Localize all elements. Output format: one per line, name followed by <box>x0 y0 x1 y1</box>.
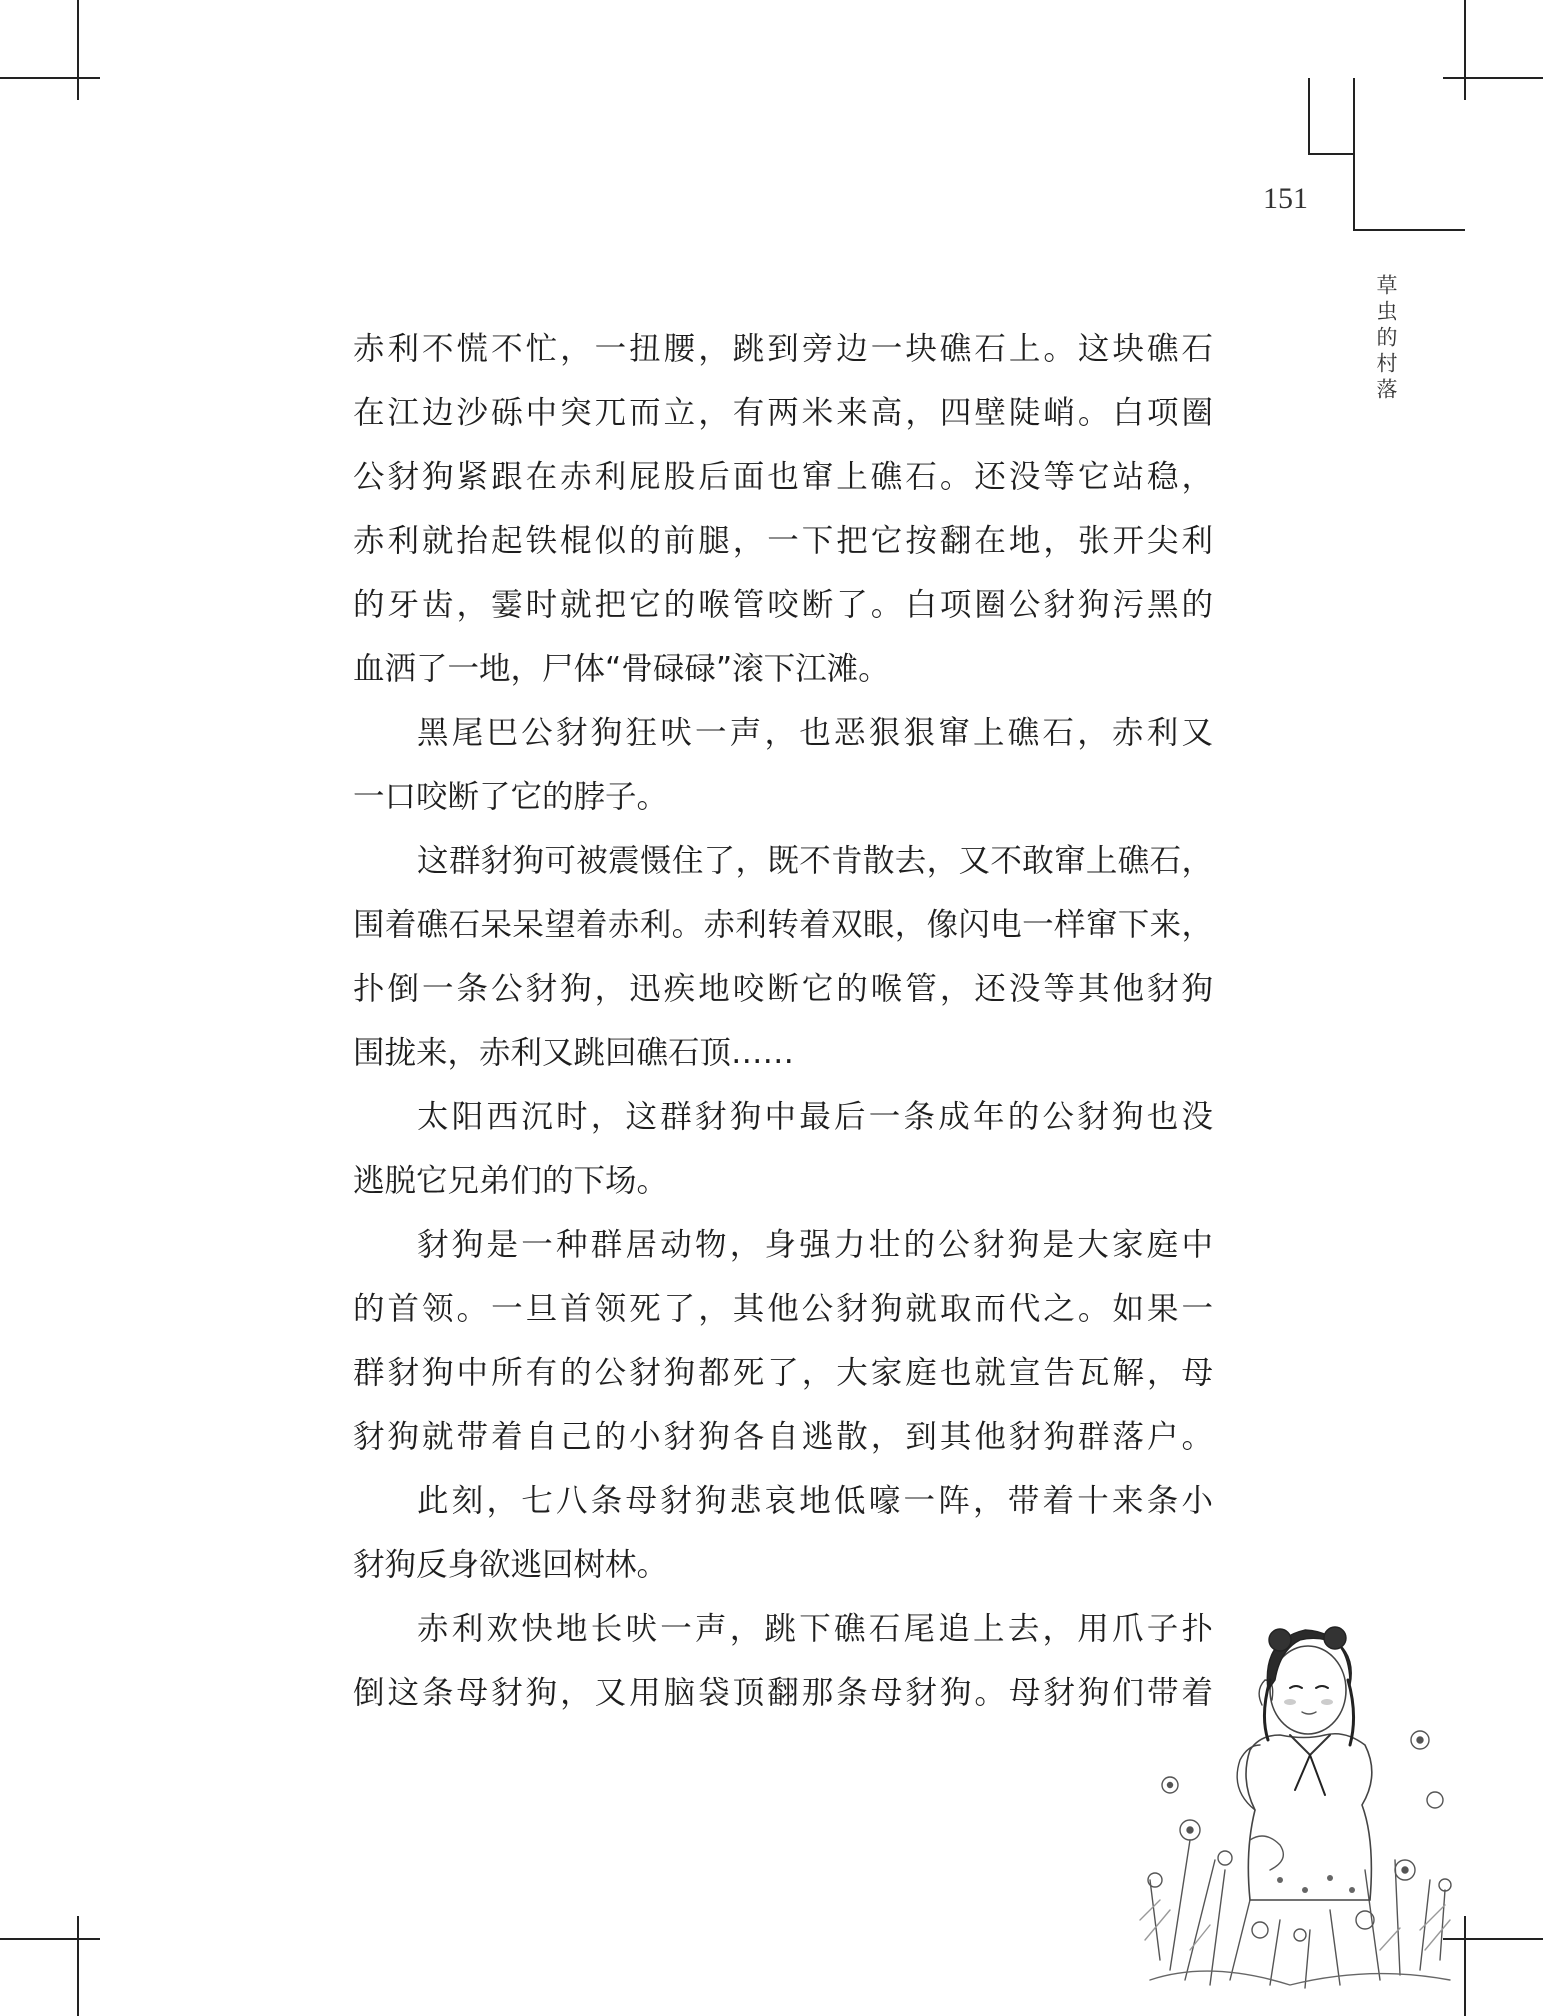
text-line: 的首领。一旦首领死了，其他公豺狗就取而代之。如果一 <box>353 1291 1213 1327</box>
text-line: 倒这条母豺狗，又用脑袋顶翻那条母豺狗。母豺狗们带着 <box>353 1675 1213 1711</box>
crop-mark <box>0 1938 100 1940</box>
header-frame-line <box>1308 78 1310 154</box>
crop-mark <box>0 77 100 79</box>
text-line: 此刻，七八条母豺狗悲哀地低嚎一阵，带着十来条小 <box>417 1483 1213 1519</box>
running-title: 草虫的村落 <box>1374 274 1398 404</box>
text-line: 太阳西沉时，这群豺狗中最后一条成年的公豺狗也没 <box>417 1099 1213 1135</box>
header-frame-line <box>1353 78 1355 230</box>
text-line: 在江边沙砾中突兀而立，有两米来高，四壁陡峭。白项圈 <box>353 395 1213 431</box>
text-line: 一口咬断了它的脖子。 <box>353 779 669 815</box>
text-line: 这群豺狗可被震慑住了，既不肯散去，又不敢窜上礁石， <box>417 843 1213 879</box>
text-line: 豺狗反身欲逃回树林。 <box>353 1547 669 1583</box>
text-line: 的牙齿，霎时就把它的喉管咬断了。白项圈公豺狗污黑的 <box>353 587 1213 623</box>
body-text <box>353 317 1213 1725</box>
page-number: 151 <box>1263 182 1308 215</box>
text-line: 逃脱它兄弟们的下场。 <box>353 1163 669 1199</box>
text-line: 豺狗就带着自己的小豺狗各自逃散，到其他豺狗群落户。 <box>353 1419 1213 1455</box>
text-line: 扑倒一条公豺狗，迅疾地咬断它的喉管，还没等其他豺狗 <box>353 971 1213 1007</box>
text-line: 围着礁石呆呆望着赤利。赤利转着双眼，像闪电一样窜下来， <box>353 907 1213 943</box>
text-line: 群豺狗中所有的公豺狗都死了，大家庭也就宣告瓦解，母 <box>353 1355 1213 1391</box>
crop-mark <box>1464 0 1466 100</box>
crop-mark <box>1443 77 1543 79</box>
crop-mark <box>77 1916 79 2016</box>
crop-mark <box>77 0 79 100</box>
text-line: 血洒了一地，尸体“骨碌碌”滚下江滩。 <box>353 651 890 687</box>
crop-mark <box>1464 1916 1466 2016</box>
text-line: 赤利就抬起铁棍似的前腿，一下把它按翻在地，张开尖利 <box>353 523 1213 559</box>
text-line: 公豺狗紧跟在赤利屁股后面也窜上礁石。还没等它站稳， <box>353 459 1213 495</box>
text-line: 赤利不慌不忙，一扭腰，跳到旁边一块礁石上。这块礁石 <box>353 331 1213 367</box>
header-frame-line <box>1308 153 1354 155</box>
text-line: 围拢来，赤利又跳回礁石顶…… <box>353 1035 795 1071</box>
girl-illustration <box>1130 1540 1460 1990</box>
text-line: 豺狗是一种群居动物，身强力壮的公豺狗是大家庭中 <box>417 1227 1213 1263</box>
text-line: 黑尾巴公豺狗狂吠一声，也恶狠狠窜上礁石，赤利又 <box>417 715 1213 751</box>
header-frame-line <box>1353 229 1465 231</box>
text-line: 赤利欢快地长吠一声，跳下礁石尾追上去，用爪子扑 <box>417 1611 1213 1647</box>
